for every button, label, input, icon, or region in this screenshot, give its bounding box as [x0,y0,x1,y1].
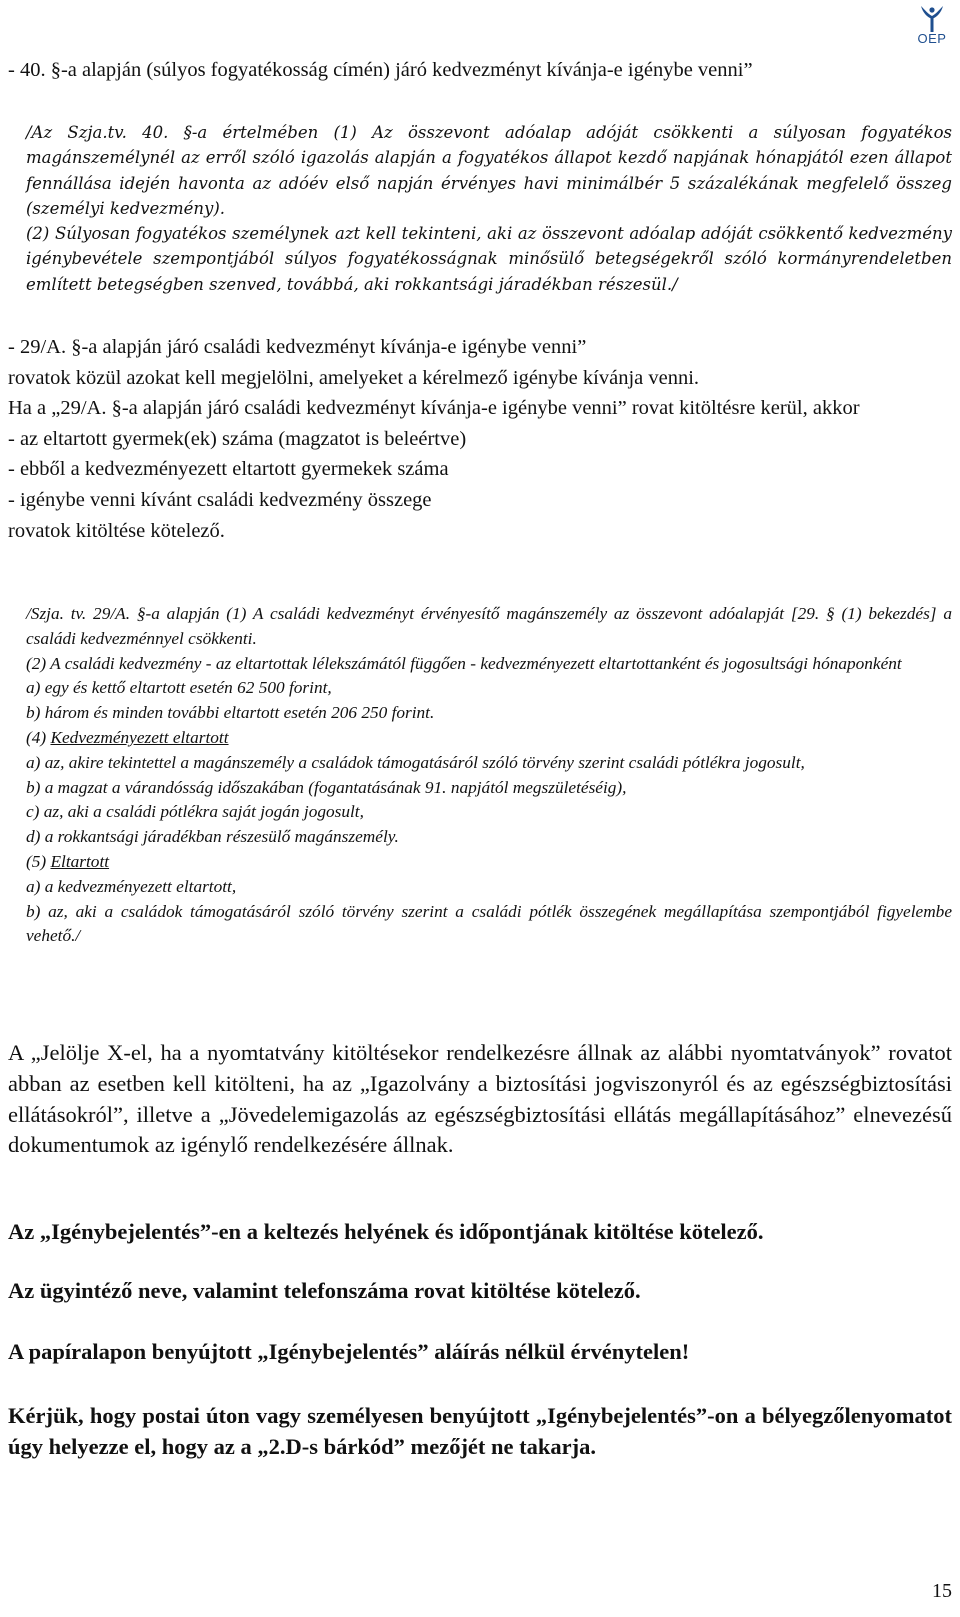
stamp-text: Kérjük, hogy postai úton vagy személyesen benyújtott „Igénybejelentés”-on a bélyegzőlenyomatot úgy helyezze el, hogy az a „2.D-s bárkód” mezőjét ne takarja. [8,1403,952,1459]
mid-line-2: rovatok közül azokat kell megjelölni, amelyeket a kérelmező igénybe kívánja venni. [8,366,700,389]
quote2-paragraph-8: c) az, aki a családi pótlékra saját jogán jogosult, [26,802,364,822]
attachments-text: A „Jelölje X-el, ha a nyomtatvány kitöltésekor rendelkezésre állnak az alábbi nyomtatványok” rovatot abban az esetben kell kitölteni, ha az „Igazolvány a biztosítási jogviszonyról és az egészségbiztosítási ellátásokról”, illetve a „Jövedelemigazolás az egészségbiztosítási ellátás megállapításához” elnevezésű dokumentumok az igénylő rendelkezésére állnak. [8,1040,952,1158]
attachments-paragraph [8,1038,952,1161]
quote2-paragraph-11: a) a kedvezményezett eltartott, [26,876,237,896]
quote2-p5-prefix: (4) [26,727,51,747]
bold-notice-date: Az „Igénybejelentés”-en a keltezés helyének és időpontjának kitöltése kötelező. [8,1219,764,1244]
quote2-paragraph-3: a) egy és kettő eltartott esetén 62 500 forint, [26,678,332,698]
quote2-paragraph-9: d) a rokkantsági járadékban részesülő magánszemély. [26,827,399,847]
quote2-paragraph-10 [26,850,952,875]
quote2-paragraph-7: b) a magzat a várandósság időszakában (fogantatásának 91. napjától megszületéséig), [26,777,627,797]
family-benefit-instructions [8,332,952,546]
quote1-paragraph-1: /Az Szja.tv. 40. §-a értelmében (1) Az összevont adóalap adóját csökkenti a súlyosan fogyatékos magánszemélynél az erről szóló igazolás alapján a fogyatékos állapot kezdő napjának hónapjától ezen állapot fennállása idején havonta az adóév első napján érvényes havi minimálbér 5 százalékának megfelelő összeg (személyi kedvezmény). [26,123,952,218]
intro-line: - 40. §-a alapján (súlyos fogyatékosság címén) járó kedvezményt kívánja-e igénybe venni” [8,59,753,81]
oep-emblem-icon [917,4,947,32]
quote2-paragraph-12: b) az, aki a családok támogatásáról szóló törvény szerint a családi pótlék összegének megállapítása szempontjából figyelembe vehető./ [26,901,952,946]
quote2-paragraph-6: a) az, akire tekintettel a magánszemély a családok támogatásáról szóló törvény szerint családi pótlékra jogosult, [26,752,805,772]
quote2-paragraph-5 [26,726,952,751]
bold-notice-signature: A papíralapon benyújtott „Igénybejelentés” aláírás nélkül érvénytelen! [8,1339,690,1364]
term-eltartott: Eltartott [50,851,110,871]
logo-text: OEP [917,31,947,46]
legal-quote-29a [26,602,952,949]
term-kedvezmenyezett-eltartott: Kedvezményezett eltartott [50,727,229,747]
quote2-paragraph-2: (2) A családi kedvezmény - az eltartottak lélekszámától függően - kedvezményezett eltartottanként és jogosultsági hónaponként [26,653,902,673]
mid-line-4: - az eltartott gyermek(ek) száma (magzatot is beleértve) [8,427,467,450]
page-number: 15 [932,1580,952,1602]
legal-quote-40 [26,120,952,297]
intro-section [8,56,952,84]
mid-line-6: - igénybe venni kívánt családi kedvezmény összege [8,488,432,511]
quote2-p10-prefix: (5) [26,851,51,871]
quote2-paragraph-1: /Szja. tv. 29/A. §-a alapján (1) A családi kedvezményt érvényesítő magánszemély az összevont adóalapját [29. § (1) bekezdés] a családi kedvezménnyel csökkenti. [26,604,952,648]
oep-logo [912,4,952,45]
bold-notice-clerk: Az ügyintéző neve, valamint telefonszáma rovat kitöltése kötelező. [8,1278,641,1303]
mid-line-1: - 29/A. §-a alapján járó családi kedvezményt kívánja-e igénybe venni” [8,336,587,358]
bold-notice-stamp [8,1400,952,1462]
mid-line-7: rovatok kitöltése kötelező. [8,519,225,542]
mid-line-3: Ha a „29/A. §-a alapján járó családi kedvezményt kívánja-e igénybe venni” rovat kitöltésre kerül, akkor [8,397,860,420]
quote2-paragraph-4: b) három és minden további eltartott esetén 206 250 forint. [26,703,435,723]
mid-line-5: - ebből a kedvezményezett eltartott gyermekek száma [8,458,449,481]
quote1-paragraph-2: (2) Súlyosan fogyatékos személynek azt kell tekinteni, aki az összevont adóalap adóját csökkentő kedvezmény igénybevétele szempontjából súlyos fogyatékosságnak minősülő betegségekről szóló kormányrendeletben említett betegségben szenved, továbbá, aki rokkantsági járadékban részesül./ [26,224,952,294]
